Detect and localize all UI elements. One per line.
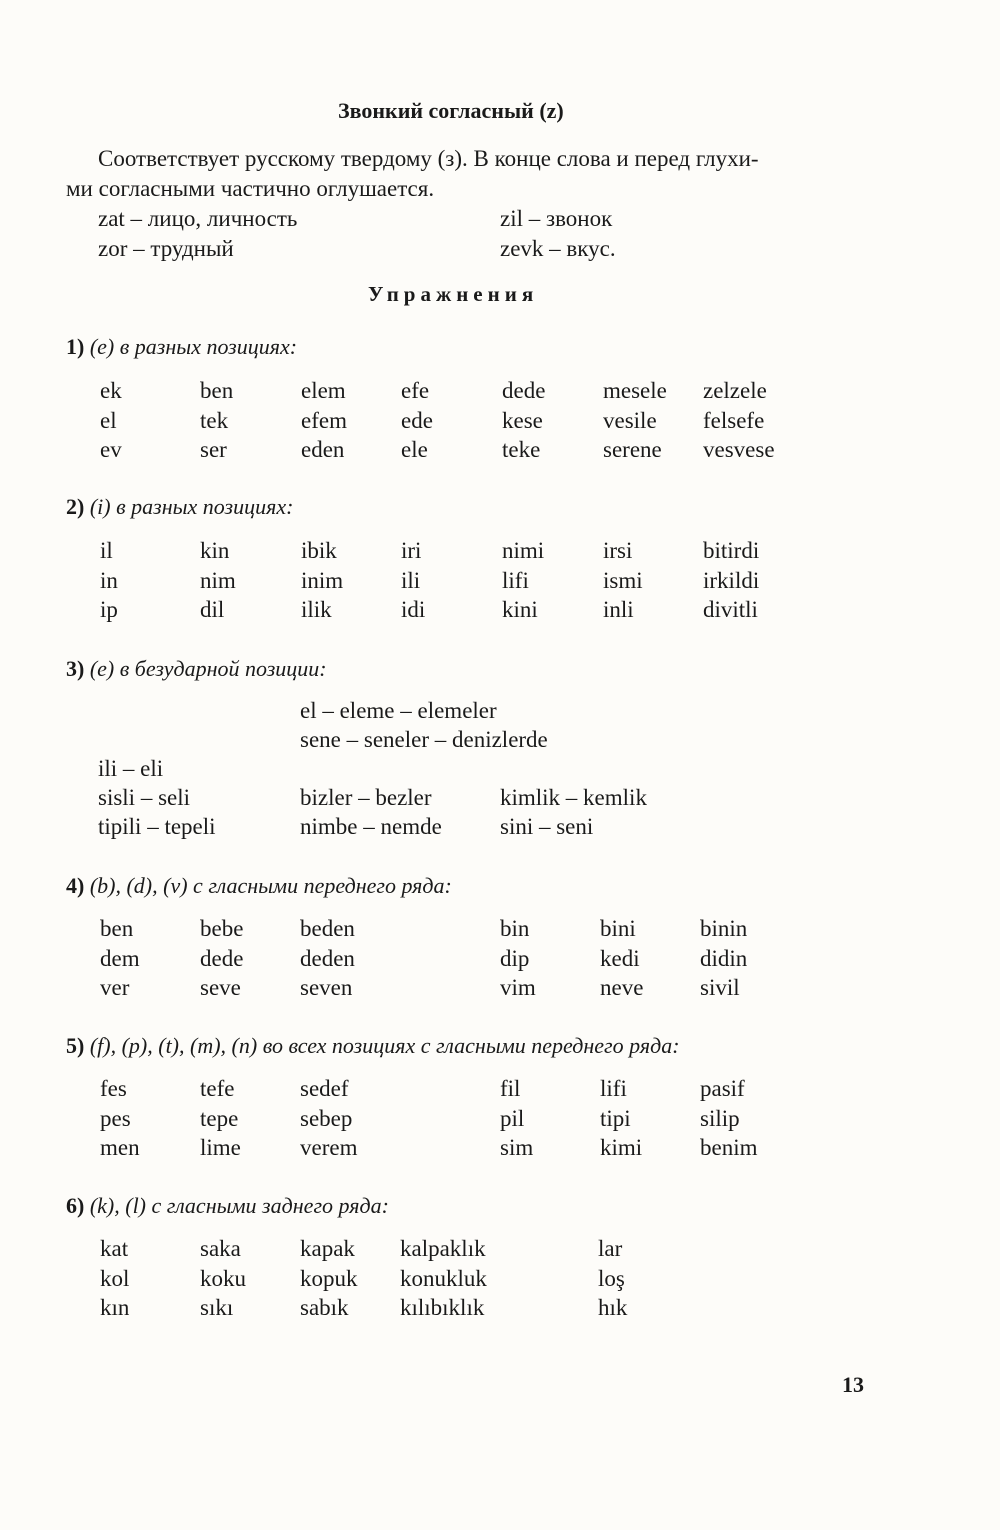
exercise-4-word: dip: [500, 945, 530, 971]
exercise-1-word: tek: [200, 407, 229, 433]
exercise-1-word: vesvese: [703, 437, 775, 462]
exercise-3-line: sisli – seli: [98, 785, 191, 810]
exercise-3-heading: [66, 656, 327, 682]
exercise-3-line: tipili – tepeli: [98, 814, 216, 839]
exercise-2-word: bitirdi: [703, 538, 760, 563]
exercise-4-word: didin: [700, 945, 748, 971]
exercise-4-word: kedi: [600, 945, 640, 971]
exercise-1-word: ek: [100, 378, 122, 403]
exercise-5-word: tipi: [600, 1105, 631, 1131]
exercise-label: (i) в разных позициях:: [89, 494, 294, 519]
exercise-1-word: el: [100, 407, 117, 433]
exercise-2-word: ibik: [301, 538, 337, 563]
section-title: Звонкий согласный (z): [338, 98, 564, 123]
exercise-1-heading: [66, 334, 297, 360]
exercise-6-word: koku: [200, 1265, 246, 1291]
exercise-2-word: lifi: [502, 567, 529, 593]
exercise-2-word: idi: [401, 597, 426, 622]
exercise-5-word: tepe: [200, 1105, 239, 1131]
exercise-3-pair: nimbe – nemde: [300, 814, 442, 839]
exercise-4-word: neve: [600, 975, 644, 1000]
exercise-2-word: inli: [603, 597, 634, 622]
exercise-2-word: divitli: [703, 597, 758, 622]
exercise-5-word: sim: [500, 1135, 534, 1160]
exercise-6-word: loş: [598, 1265, 625, 1291]
exercise-6-word: kapak: [300, 1236, 355, 1261]
exercise-4-word: bini: [600, 916, 636, 941]
exercise-5-word: fil: [500, 1076, 521, 1101]
exercise-2-word: il: [100, 538, 113, 563]
exercise-4-word: bebe: [200, 916, 244, 941]
exercise-3-pair: sini – seni: [500, 814, 594, 839]
exercise-1-word: kese: [502, 407, 543, 433]
exercise-5-word: pes: [100, 1105, 131, 1131]
exercise-label: (f), (p), (t), (m), (n) во всех позициях с гласными переднего ряда:: [89, 1033, 680, 1058]
exercise-2-word: ip: [100, 597, 118, 622]
exercise-5-word: benim: [700, 1135, 758, 1160]
exercise-4-word: vim: [500, 975, 536, 1000]
exercise-2-word: irsi: [603, 538, 633, 563]
exercise-4-word: beden: [300, 916, 355, 941]
exercise-4-word: sivil: [700, 975, 740, 1000]
exercise-1-word: serene: [603, 437, 662, 462]
exercise-1-word: eden: [301, 437, 345, 462]
exercise-6-word: kılıbıklık: [400, 1295, 485, 1320]
exercise-6-word: kol: [100, 1265, 130, 1291]
exercise-6-heading: [66, 1193, 389, 1219]
exercise-4-word: binin: [700, 916, 748, 941]
exercise-4-word: ben: [100, 916, 134, 941]
exercise-6-word: kopuk: [300, 1265, 358, 1291]
exercise-label: (e) в разных позициях:: [89, 334, 298, 359]
exercise-6-word: kat: [100, 1236, 129, 1261]
exercise-2-word: dil: [200, 597, 225, 622]
exercise-1-word: mesele: [603, 378, 667, 403]
exercise-5-word: kimi: [600, 1135, 643, 1160]
exercise-5-word: silip: [700, 1105, 740, 1131]
description-line-2: ми согласными частично оглушается.: [66, 176, 435, 201]
exercise-6-word: lar: [598, 1236, 623, 1261]
exercise-1-word: ser: [200, 437, 227, 462]
exercise-2-word: irkildi: [703, 567, 760, 593]
example-zor: zor – трудный: [98, 236, 234, 261]
exercise-6-word: sabık: [300, 1295, 349, 1320]
exercise-number: 6): [66, 1193, 85, 1218]
exercise-1-word: dede: [502, 378, 546, 403]
description-line-1: Соответствует русскому твердому (з). В конце слова и перед глухи-: [98, 146, 759, 171]
exercise-4-heading: [66, 873, 452, 899]
exercise-2-word: ilik: [301, 597, 332, 622]
exercise-number: 3): [66, 656, 85, 681]
exercise-6-word: kalpaklık: [400, 1236, 486, 1261]
exercise-5-word: lime: [200, 1135, 241, 1160]
exercise-2-heading: [66, 494, 293, 520]
exercise-5-word: lifi: [600, 1076, 627, 1101]
exercise-2-word: in: [100, 567, 118, 593]
exercise-5-word: tefe: [200, 1076, 235, 1101]
exercise-5-word: verem: [300, 1135, 358, 1160]
exercise-5-heading: [66, 1033, 680, 1059]
exercise-number: 2): [66, 494, 85, 519]
exercise-1-word: efe: [401, 378, 430, 403]
exercise-1-word: ev: [100, 437, 122, 462]
exercise-4-word: dem: [100, 945, 140, 971]
exercise-4-word: deden: [300, 945, 355, 971]
exercise-label: (e) в безударной позиции:: [89, 656, 327, 681]
exercise-4-word: seve: [200, 975, 241, 1000]
exercise-5-word: pil: [500, 1105, 525, 1131]
exercise-6-word: hık: [598, 1295, 628, 1320]
exercise-2-word: ismi: [603, 567, 643, 593]
exercise-6-word: sıkı: [200, 1295, 234, 1320]
exercise-3-line: sene – seneler – denizlerde: [300, 727, 548, 752]
exercise-3-line: ili – eli: [98, 756, 164, 781]
exercise-1-word: teke: [502, 437, 541, 462]
exercise-label: (k), (l) с гласными заднего ряда:: [89, 1193, 389, 1218]
exercise-1-word: zelzele: [703, 378, 767, 403]
exercise-2-word: kini: [502, 597, 538, 622]
example-zevk: zevk – вкус.: [500, 236, 616, 261]
exercise-4-word: bin: [500, 916, 530, 941]
exercise-5-word: pasif: [700, 1076, 745, 1101]
exercise-3-pair: bizler – bezler: [300, 785, 432, 810]
exercise-1-word: ele: [401, 437, 428, 462]
exercise-3-pair: kimlik – kemlik: [500, 785, 647, 810]
exercise-2-word: ili: [401, 567, 421, 593]
exercise-6-word: kın: [100, 1295, 130, 1320]
exercise-2-word: kin: [200, 538, 230, 563]
exercise-1-word: felsefe: [703, 407, 765, 433]
example-zat: zat – лицо, личность: [98, 206, 298, 231]
exercise-5-word: fes: [100, 1076, 127, 1101]
exercise-6-word: konukluk: [400, 1265, 487, 1291]
exercise-number: 5): [66, 1033, 85, 1058]
exercise-1-word: ede: [401, 407, 433, 433]
exercise-2-word: inim: [301, 567, 344, 593]
exercise-5-word: men: [100, 1135, 140, 1160]
exercise-6-word: saka: [200, 1236, 241, 1261]
exercise-1-word: ben: [200, 378, 234, 403]
exercises-title: Упражнения: [368, 282, 539, 306]
exercise-4-word: seven: [300, 975, 353, 1000]
exercise-label: (b), (d), (v) с гласными переднего ряда:: [89, 873, 452, 898]
exercise-number: 1): [66, 334, 85, 359]
exercise-number: 4): [66, 873, 85, 898]
exercise-1-word: elem: [301, 378, 346, 403]
exercise-5-word: sebep: [300, 1105, 353, 1131]
exercise-2-word: nim: [200, 567, 236, 593]
page-number: 13: [842, 1372, 864, 1397]
exercise-2-word: nimi: [502, 538, 545, 563]
example-zil: zil – звонок: [500, 206, 613, 231]
exercise-1-word: vesile: [603, 407, 657, 433]
exercise-5-word: sedef: [300, 1076, 349, 1101]
exercise-2-word: iri: [401, 538, 422, 563]
exercise-1-word: efem: [301, 407, 347, 433]
exercise-4-word: dede: [200, 945, 244, 971]
exercise-4-word: ver: [100, 975, 130, 1000]
exercise-3-line: el – eleme – elemeler: [300, 698, 497, 723]
